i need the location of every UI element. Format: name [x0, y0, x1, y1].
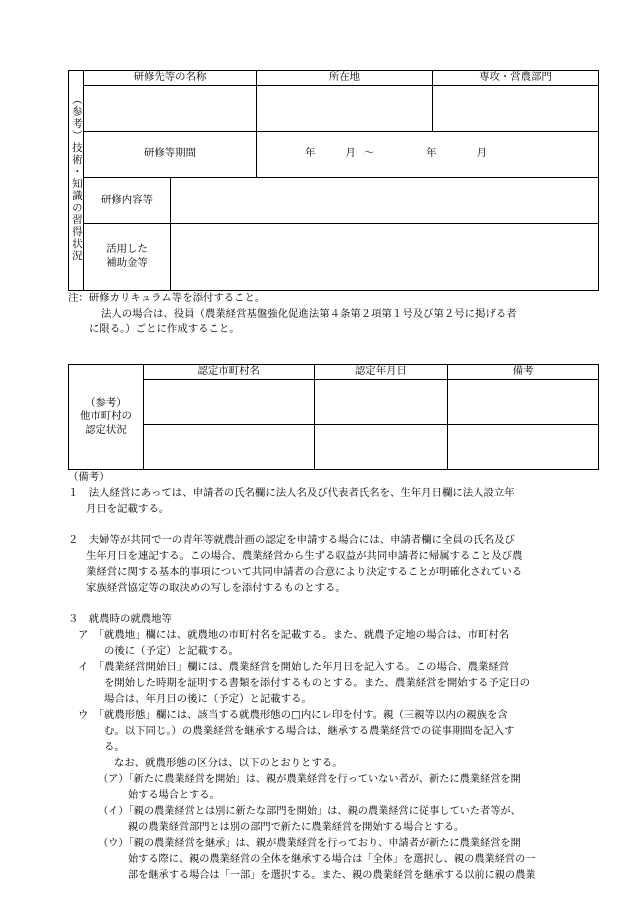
- col-certifying-city: 認定市町村名: [143, 365, 314, 380]
- remark-k2-line-1: （イ）「親の農業経営とは別に新たな部門を開始」は、親の農業経営に従事していた者等が、: [98, 806, 521, 817]
- remark-k3-line-1: （ウ）「親の農業経営を継承」は、親が農業経営を行っており、申請者が新たに農業経営を開: [98, 838, 521, 849]
- remark-3i-line-2: を開始した時期を証明する書類を添付するものとする。また、農業経営を開始する予定日の: [104, 677, 531, 689]
- location-cell[interactable]: [257, 85, 433, 131]
- note-line-2: 法人の場合は、役員（農業経営基盤強化促進法第４条第２項第１号及び第２号に掲げる者: [101, 307, 517, 320]
- remark-3u-line-1: ウ 「就農形態」欄には、該当する就農形態の□内にレ印を付す。親（三親等以内の親族を含: [78, 709, 508, 721]
- remark-3i-line-3: 場合は、年月日の後に（予定）と記載する。: [104, 693, 312, 705]
- other-city-label-2: 他市町村の: [79, 410, 132, 423]
- other-city-label-3: 認定状況: [85, 423, 127, 436]
- period-cell[interactable]: [257, 131, 599, 177]
- remark-k1-line-1: （ア）「新たに農業経営を開始」は、親が農業経営を行っていない者が、新たに農業経営を開: [98, 774, 521, 785]
- period-year1: 年: [305, 147, 316, 160]
- remark-3a-line-1: ア 「就農地」欄には、就農地の市町村名を記載する。また、就農予定地の場合は、市町村名: [78, 629, 510, 641]
- date-cell-1[interactable]: [314, 379, 448, 424]
- period-month1: 月: [345, 147, 356, 160]
- subsidy-label-cell: [84, 223, 171, 290]
- subsidy-label-1: 活用した: [106, 243, 148, 256]
- col-training-name: 研修先等の名称: [84, 71, 257, 86]
- note-line-1: 注：研修カリキュラム等を添付すること。: [68, 292, 266, 304]
- period-tilde: ～: [363, 147, 375, 160]
- remark-3-heading: ３ 就農時の就農地等: [68, 613, 172, 625]
- subsidy-label-2: 補助金等: [106, 256, 148, 269]
- col-remarks: 備考: [448, 365, 599, 380]
- remark-k3-line-3: 部を継承する場合は「一部」を選択する。また、親の農業経営を継承する以前に親の農業: [128, 870, 536, 881]
- remark-1-line-2: 月日を記載する。: [86, 503, 170, 515]
- remark-3u-line-2: む。以下同じ。）の農業経営を継承する場合は、継承する農業経営での従事期間を記入す: [104, 725, 515, 737]
- col-major: 専攻・営農部門: [433, 71, 599, 86]
- city-cell-2[interactable]: [143, 424, 314, 469]
- remark-3a-line-2: の後に（予定）と記載する。: [104, 645, 240, 657]
- remarks-cell-2[interactable]: [448, 424, 599, 469]
- note-line-3: に限る。）ごとに作成すること。: [89, 323, 240, 336]
- training-status-table: [68, 70, 599, 291]
- remark-k1-line-2: 始する場合とする。: [128, 790, 220, 801]
- training-name-cell[interactable]: [84, 85, 257, 131]
- training-side-label: （参考）技術・知識の習得状況: [70, 94, 83, 263]
- col-location: 所在地: [257, 71, 433, 86]
- other-city-label-1: （参考）: [85, 396, 127, 409]
- col-certification-date: 認定年月日: [314, 365, 448, 380]
- period-year2: 年: [426, 147, 437, 160]
- other-city-label-cell: [69, 365, 144, 470]
- period-month2: 月: [476, 147, 487, 160]
- other-city-table: [68, 364, 599, 470]
- remark-3u-line-3: る。: [104, 741, 125, 753]
- period-label: 研修等期間: [84, 131, 257, 177]
- city-cell-1[interactable]: [143, 379, 314, 424]
- remark-2-line-4: 家族経営協定等の取決めの写しを添付するものとする。: [86, 582, 346, 594]
- remark-k2-line-2: 親の農業経営部門とは別の部門で新たに農業経営を開始する場合とする。: [128, 822, 465, 833]
- remark-k3-line-2: 始する際に、親の農業経営の全体を継承する場合は「全体」を選択し、親の農業経営の一: [128, 854, 536, 865]
- remark-1-line-1: １ 法人経営にあっては、申請者の氏名欄に法人名及び代表者氏名を、生年月日欄に法人設立年: [68, 487, 515, 499]
- remark-2-line-3: 業経営に関する基本的事項について共同申請者の合意により決定することが明確化されている: [86, 566, 523, 578]
- notes-block: [68, 292, 588, 337]
- remark-2-line-1: ２ 夫婦等が共同で一の青年等就農計画の認定を申請する場合には、申請者欄に全員の氏名及び: [68, 534, 515, 546]
- remarks-heading: （備考）: [68, 471, 110, 483]
- content-label: 研修内容等: [84, 177, 171, 223]
- content-cell[interactable]: [171, 177, 599, 223]
- date-cell-2[interactable]: [314, 424, 448, 469]
- remark-3i-line-1: イ 「農業経営開始日」欄には、農業経営を開始した年月日を記入する。この場合、農業経営: [78, 661, 510, 673]
- subsidy-cell[interactable]: [171, 223, 599, 290]
- remark-3u-line-4: なお、就農形態の区分は、以下のとおりとする。: [114, 757, 343, 769]
- remarks-cell-1[interactable]: [448, 379, 599, 424]
- remark-2-line-2: 生年月日を連記する。この場合、農業経営から生ずる収益が共同申請者に帰属すること及び農: [86, 550, 523, 562]
- training-side-label-cell: [69, 71, 84, 291]
- major-cell[interactable]: [433, 85, 599, 131]
